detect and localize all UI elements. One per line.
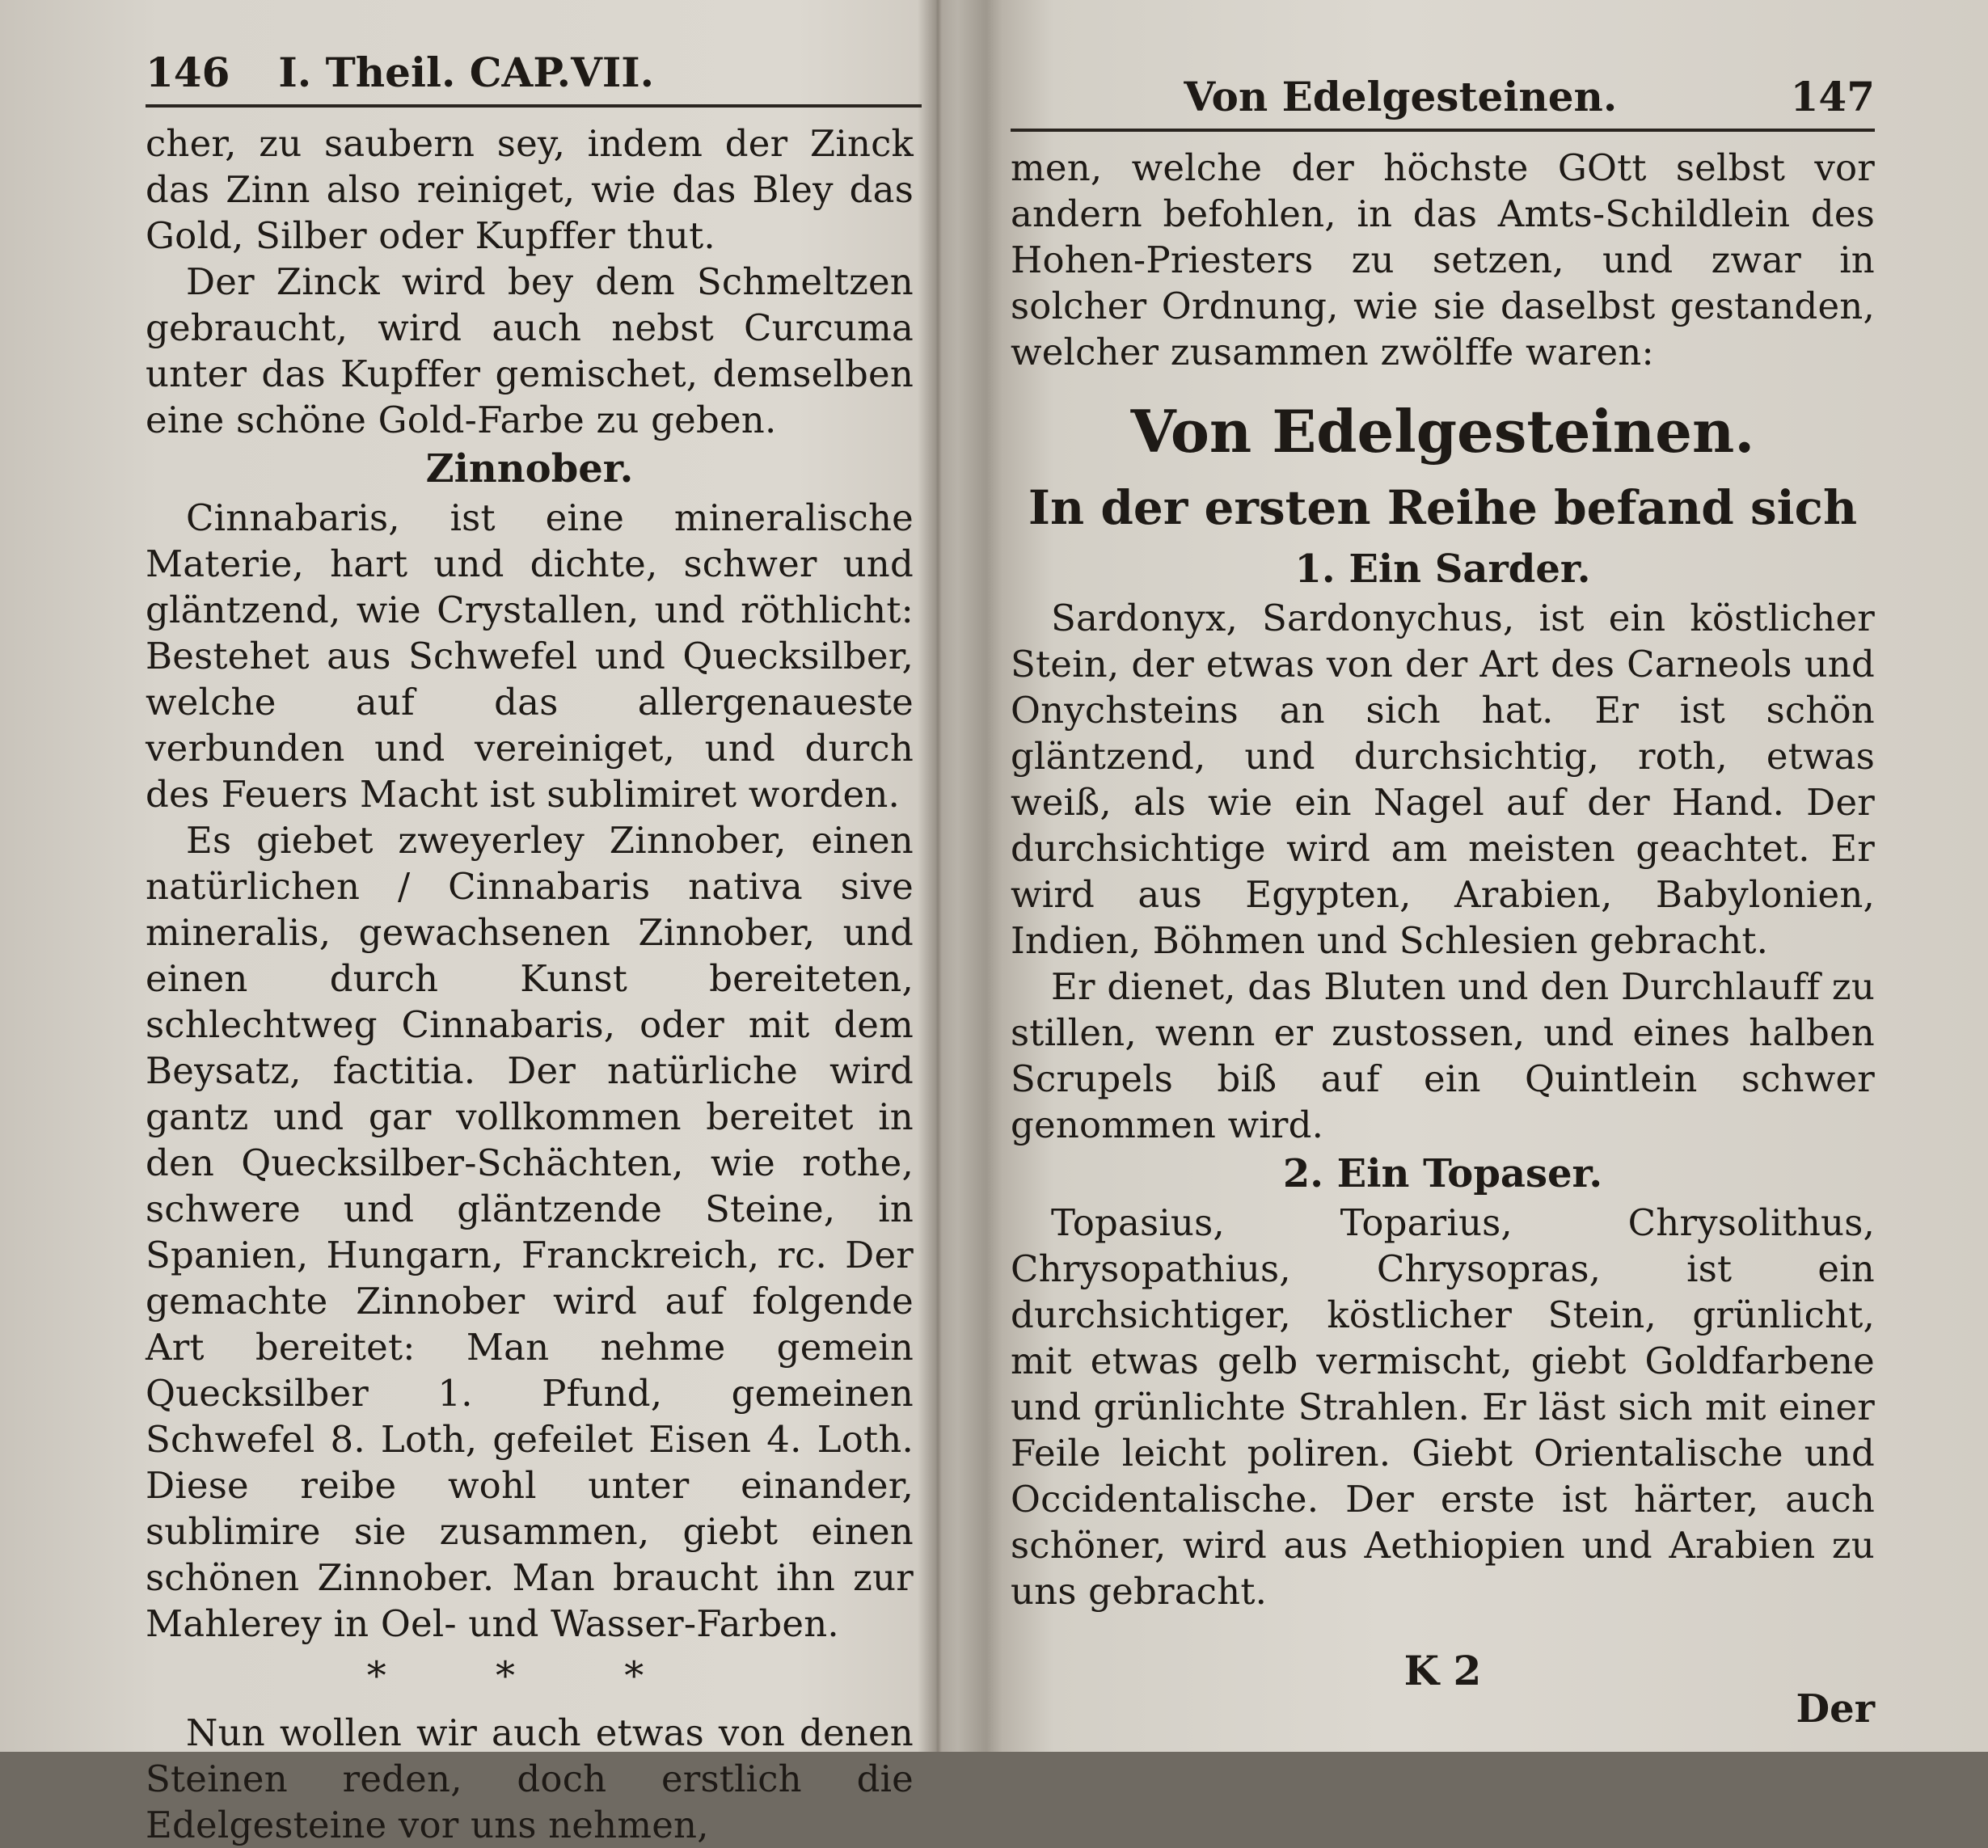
- paragraph: cher, zu saubern sey, indem der Zinck das Zinn also reiniget, wie das Bley das Gold, Silber oder Kupffer thut.: [146, 122, 914, 257]
- paragraph: Nun wollen wir auch etwas von denen Steinen reden, doch erstlich die Edelgesteine vor uns nehmen,: [146, 1711, 914, 1846]
- paragraph: Sardonyx, Sardonychus, ist ein köstlicher Stein, der etwas von der Art des Carneols und Onychsteins an sich hat. Er ist schön gläntzend, und durchsichtig, roth, etwas weiß, als wie ein Nagel auf der Hand. Der durchsichtige wird am meisten geachtet. Er wird aus Egypten, Arabien, Babylonien, Indien, Böhmen und Schlesien gebracht.: [1011, 597, 1875, 962]
- asterism-divider: * * *: [366, 1653, 693, 1698]
- right-page-header: [1011, 73, 1875, 132]
- left-page-text: [146, 120, 914, 1848]
- paragraph: Cinnabaris, ist eine mineralische Materie, hart und dichte, schwer und gläntzend, wie Crystallen, und röthlicht: Bestehet aus Schwefel und Quecksilber, welche auf das allergenaueste verbunden und vereiniget, und durch des Feuers Macht ist sublimiret worden.: [146, 496, 914, 816]
- paragraph: Er dienet, das Bluten und den Durchlauff zu stillen, wenn er zustossen, und eines halben Scrupels biß auf ein Quintlein schwer genommen wird.: [1011, 965, 1875, 1146]
- left-running-head: I. Theil. CAP.VII.: [278, 49, 655, 96]
- catchword: Der: [1796, 1686, 1875, 1732]
- section-heading: Zinnober.: [425, 446, 634, 492]
- section-heading: 2. Ein Topaser.: [1282, 1151, 1603, 1196]
- right-running-head: Von Edelgesteinen.: [1184, 73, 1618, 120]
- right-page-text: [1011, 145, 1875, 1732]
- right-page: [938, 0, 1988, 1752]
- paragraph: Der Zinck wird bey dem Schmeltzen gebraucht, wird auch nebst Curcuma unter das Kupffer gemischet, demselben eine schöne Gold-Farbe zu geben.: [146, 260, 914, 441]
- signature-mark: K 2: [1403, 1647, 1482, 1694]
- paragraph: Topasius, Toparius, Chrysolithus, Chrysopathius, Chrysopras, ist ein durchsichtiger, köstlicher Stein, grünlicht, mit etwas gelb vermischt, giebt Goldfarbene und grünlichte Strahlen. Er läst sich mit einer Feile leicht poliren. Giebt Orientalische und Occidentalische. Der erste ist härter, auch schöner, wird aus Aethiopien und Arabien zu uns gebracht.: [1011, 1201, 1875, 1613]
- right-page-number: 147: [1790, 73, 1875, 120]
- left-page-number: 146: [146, 49, 230, 96]
- left-page-header: [146, 49, 922, 108]
- chapter-title: Von Edelgesteinen.: [1130, 397, 1755, 466]
- left-page: [0, 0, 938, 1846]
- paragraph: men, welche der höchste GOtt selbst vor andern befohlen, in das Amts-Schildlein des Hohen-Priesters zu setzen, und zwar in solcher Ordnung, wie sie daselbst gestanden, welcher zusammen zwölffe waren:: [1011, 146, 1875, 373]
- paragraph: Es giebet zweyerley Zinnober, einen natürlichen / Cinnabaris nativa sive mineralis, gewachsenen Zinnober, und einen durch Kunst bereiteten, schlechtweg Cinnabaris, oder mit dem Beysatz, factitia. Der natürliche wird gantz und gar vollkommen bereitet in den Quecksilber-Schächten, wie rothe, schwere und gläntzende Steine, in Spanien, Hungarn, Franckreich, rc. Der gemachte Zinnober wird auf folgende Art bereitet: Man nehme gemein Quecksilber 1. Pfund, gemeinen Schwefel 8. Loth, gefeilet Eisen 4. Loth. Diese reibe wohl unter einander, sublimire sie zusammen, giebt einen schönen Zinnober. Man braucht ihn zur Mahlerey in Oel- und Wasser-Farben.: [146, 819, 914, 1645]
- chapter-subtitle: In der ersten Reihe befand sich: [1028, 480, 1858, 535]
- section-heading: 1. Ein Sarder.: [1294, 546, 1591, 592]
